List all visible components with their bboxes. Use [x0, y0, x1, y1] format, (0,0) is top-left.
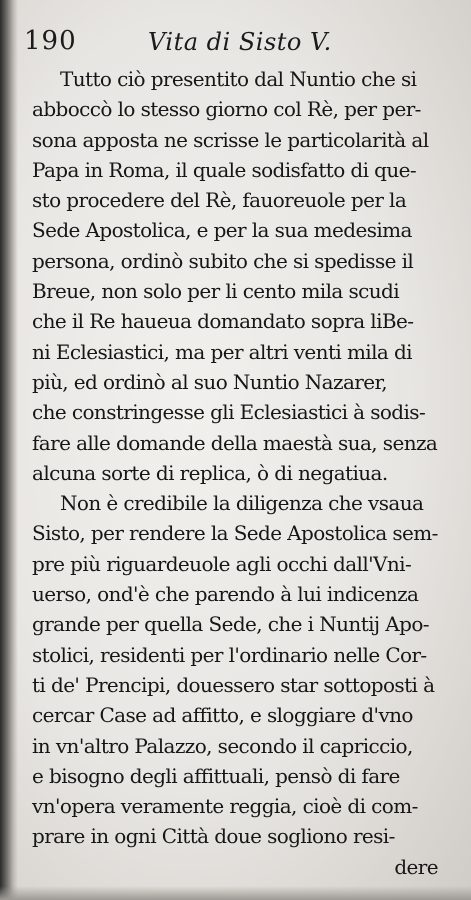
text-line: cercar Case ad affitto, e sloggiare d'vno	[32, 703, 413, 728]
text-line: che il Re haueua domandato sopra liBe-	[32, 309, 414, 334]
text-line: Non è credibile la diligenza che vsaua	[60, 491, 424, 516]
page-gutter-shadow	[0, 0, 18, 900]
text-line: Sede Apostolica, e per la sua medesima	[32, 218, 412, 243]
text-line: Breue, non solo per li cento mila scudi	[32, 279, 400, 304]
text-line: prare in ogni Città doue sogliono resi-	[32, 824, 395, 849]
text-line: ti de' Prencipi, douessero star sottoposti à	[32, 672, 435, 697]
text-line: in vn'altro Palazzo, secondo il capriccio,	[32, 733, 413, 758]
body-text	[32, 64, 438, 882]
text-line: persona, ordinò subito che si spedisse il	[32, 248, 414, 273]
text-line: alcuna sorte di replica, ò di negatiua.	[32, 460, 388, 485]
text-line: Sisto, per rendere la Sede Apostolica sem-	[32, 521, 438, 546]
text-line-last: dere	[394, 854, 438, 879]
text-line: Papa in Roma, il quale sodisfatto di que-	[32, 157, 417, 182]
text-line: stolici, residenti per l'ordinario nelle Cor-	[32, 642, 427, 667]
text-line: grande per quella Sede, che i Nuntij Apo-	[32, 612, 429, 637]
text-line: che constringesse gli Eclesiastici à sodis-	[32, 400, 426, 425]
text-line: pre più riguardeuole agli occhi dall'Vni-	[32, 551, 412, 576]
running-head-title: Vita di Sisto V.	[148, 28, 332, 56]
text-line: più, ed ordinò al suo Nuntio Nazarer,	[32, 369, 387, 394]
text-line: vn'opera veramente reggia, cioè di com-	[32, 794, 418, 819]
text-line: ni Eclesiastici, ma per altri venti mila di	[32, 339, 412, 364]
text-line: sona apposta ne scrisse le particolarità al	[32, 127, 429, 152]
text-line: abboccò lo stesso giorno col Rè, per per-	[32, 97, 421, 122]
text-line: fare alle domande della maestà sua, senza	[32, 430, 438, 455]
text-line: sto procedere del Rè, fauoreuole per la	[32, 188, 407, 213]
page-number: 190	[24, 26, 77, 56]
text-line: uerso, ond'è che parendo à lui indicenza	[32, 582, 419, 607]
page-header	[24, 22, 444, 62]
text-line: e bisogno degli affittuali, pensò di fare	[32, 763, 400, 788]
text-line: Tutto ciò presentito dal Nuntio che si	[60, 67, 417, 91]
page-bottom-shadow	[0, 886, 471, 900]
